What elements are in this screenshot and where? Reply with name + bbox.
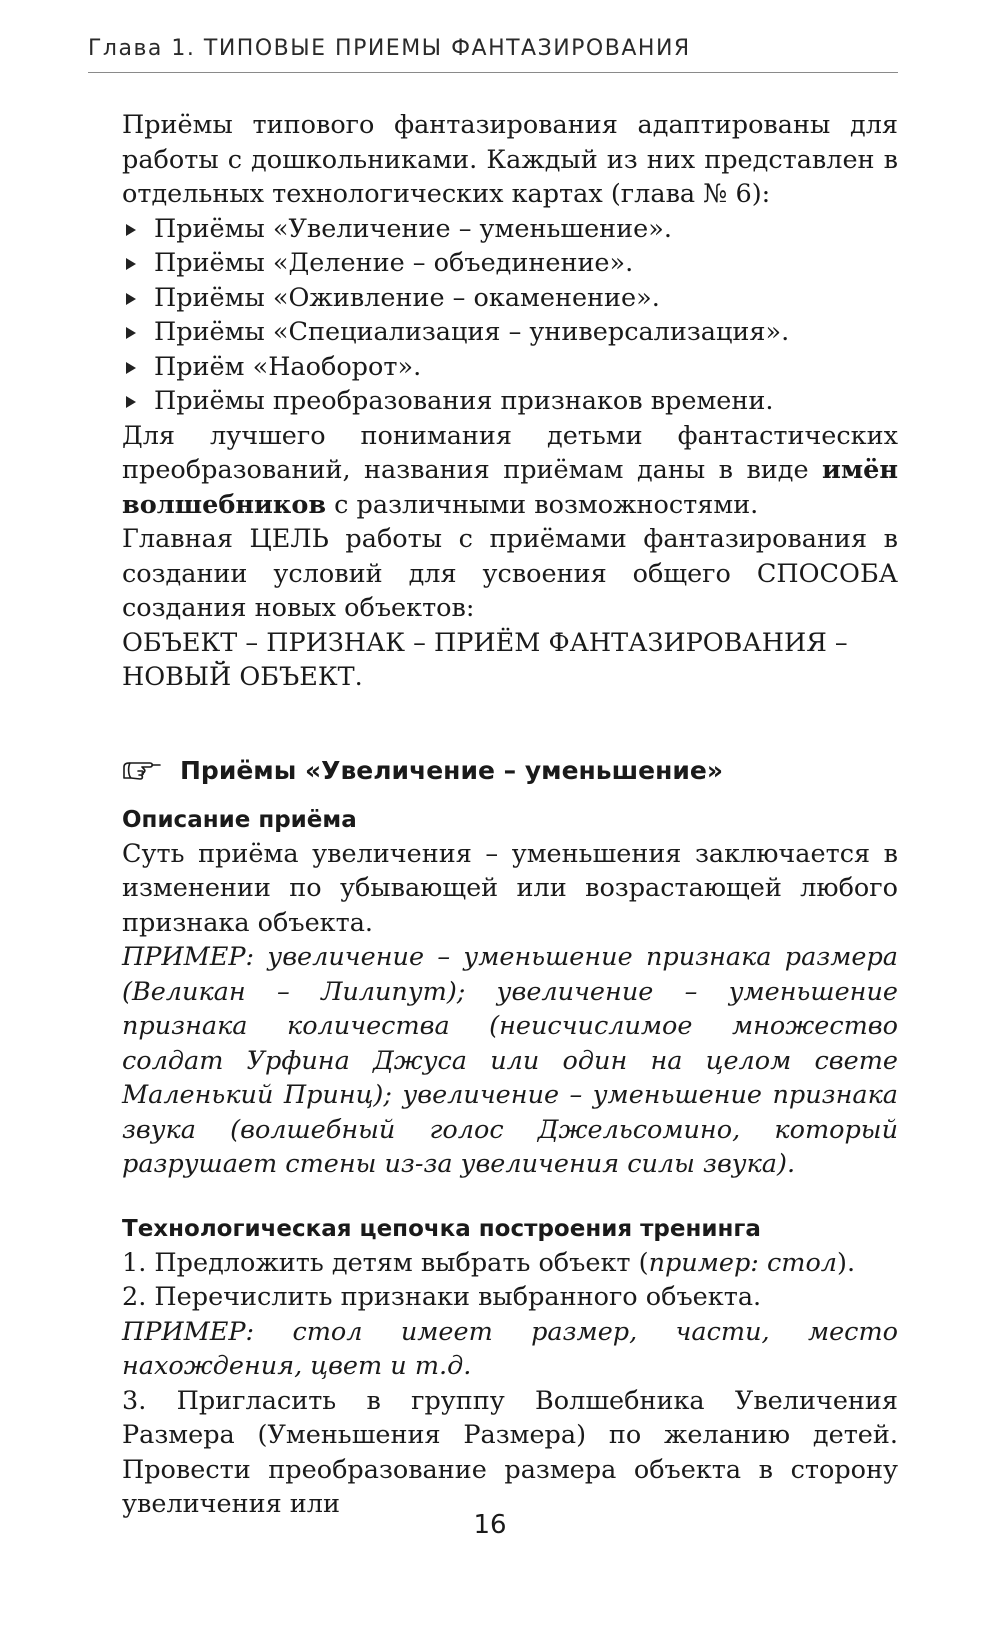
- header-divider: [88, 72, 898, 73]
- list-item-text: Приёмы «Увеличение – уменьшение».: [154, 213, 672, 244]
- list-item: [122, 246, 898, 281]
- magicians-paragraph: [122, 419, 898, 523]
- bullet-triangle-icon: [126, 327, 136, 339]
- techniques-list: [122, 212, 898, 419]
- page-number: 16: [473, 1510, 507, 1540]
- list-item: [122, 315, 898, 350]
- list-item: [122, 384, 898, 419]
- text-span: с различными возможностями.: [326, 489, 759, 520]
- page-content: [122, 108, 898, 1522]
- bullet-triangle-icon: [126, 396, 136, 408]
- example-text: ПРИМЕР: стол имеет размер, части, место нахождения, цвет и т.д.: [122, 1316, 898, 1381]
- bullet-triangle-icon: [126, 224, 136, 236]
- list-item-text: Приёмы «Деление – объединение».: [154, 248, 634, 278]
- goal-paragraph: Главная ЦЕЛЬ работы с приёмами фантазирования в создании условий для усвоения общего СПОСОБА создания новых объектов:: [122, 524, 898, 623]
- bold-term: имён волшебников: [122, 455, 898, 520]
- list-item-text: Приёмы «Оживление – окаменение».: [154, 282, 660, 313]
- description-paragraph: Суть приёма увеличения – уменьшения заключается в изменении по убывающей или возрастающей любого признака объекта.: [122, 838, 898, 938]
- text-span: Для лучшего понимания детьми фантастических преобразований, названия приёмам даны в виде: [122, 420, 898, 485]
- step-3: 3. Пригласить в группу Волшебника Увеличения Размера (Уменьшения Размера) по желанию детей. Провести преобразование размера объекта в сторону увеличения или: [122, 1385, 898, 1519]
- list-item-text: Приёмы «Специализация – универсализация».: [154, 317, 790, 347]
- bullet-triangle-icon: [126, 258, 136, 270]
- list-item-text: Приём «Наоборот».: [154, 351, 422, 382]
- formula-line: НОВЫЙ ОБЪЕКТ.: [122, 662, 363, 692]
- intro-paragraph: Приёмы типового фантазирования адаптированы для работы с дошкольниками. Каждый из них представлен в отдельных технологических картах (глава № 6):: [122, 110, 898, 209]
- example-paragraph: [122, 940, 898, 1182]
- step-2-example: [122, 1315, 898, 1384]
- list-item: [122, 350, 898, 385]
- chain-heading: Технологическая цепочка построения тренинга: [122, 1215, 761, 1242]
- formula-line: ОБЪЕКТ – ПРИЗНАК – ПРИЁМ ФАНТАЗИРОВАНИЯ –: [122, 627, 848, 658]
- running-head: Глава 1. ТИПОВЫЕ ПРИЕМЫ ФАНТАЗИРОВАНИЯ: [88, 36, 691, 61]
- bullet-triangle-icon: [126, 362, 136, 374]
- text-span: 1. Предложить детям выбрать объект (: [122, 1247, 649, 1278]
- bullet-triangle-icon: [126, 293, 136, 305]
- italic-example: пример: стол: [648, 1247, 838, 1278]
- text-span: ).: [837, 1247, 856, 1278]
- step-1: [122, 1246, 898, 1281]
- description-heading: Описание приёма: [122, 806, 357, 833]
- list-item: [122, 281, 898, 316]
- list-item-text: Приёмы преобразования признаков времени.: [154, 386, 774, 416]
- section-title: Приёмы «Увеличение – уменьшение»: [180, 755, 724, 785]
- example-text: ПРИМЕР: увеличение – уменьшение признака размера (Великан – Лилипут); увеличение – уменьшение признака количества (неисчислимое множество солдат Урфина Джуса или один на целом свете Маленький Принц); увеличение – уменьшение признака звука (волшебный голос Джельсомино, который разрушает стены из-за увеличения силы звука).: [122, 942, 898, 1179]
- section-heading: [122, 753, 898, 789]
- step-2: 2. Перечислить признаки выбранного объекта.: [122, 1282, 762, 1312]
- list-item: [122, 212, 898, 247]
- pointing-hand-icon: [122, 759, 162, 783]
